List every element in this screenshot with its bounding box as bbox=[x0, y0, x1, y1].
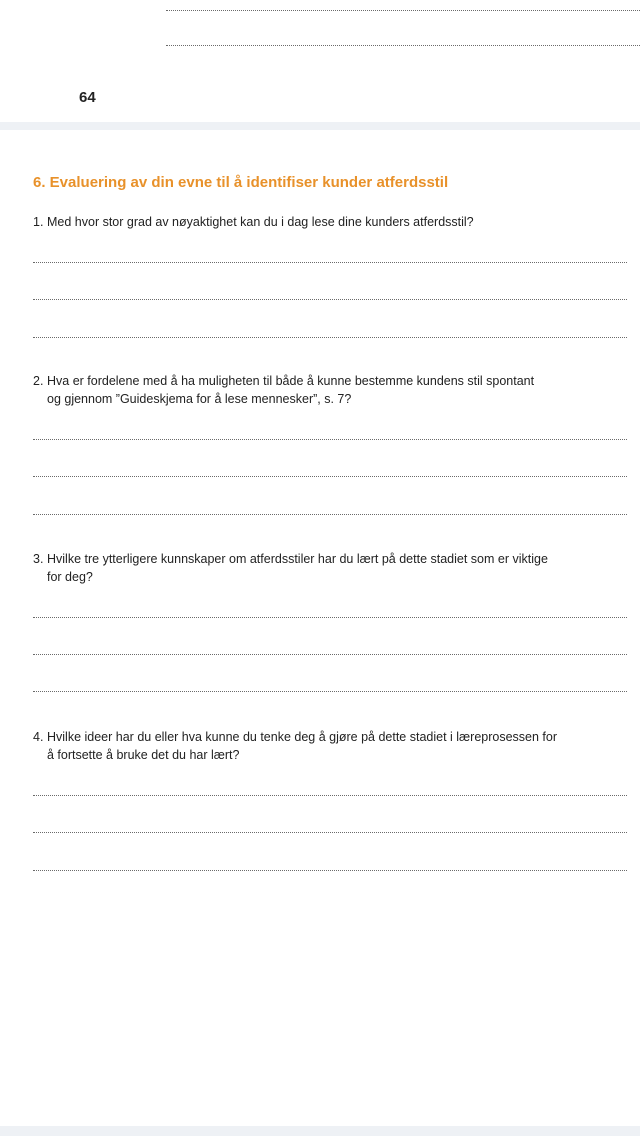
page-bottom-edge bbox=[0, 1126, 640, 1136]
question-text: Hvilke tre ytterligere kunnskaper om atferdsstiler har du lært på dette stadiet som er viktige bbox=[47, 552, 548, 566]
question-number: 3. bbox=[33, 552, 44, 566]
answer-line[interactable] bbox=[33, 476, 627, 477]
question-3 bbox=[33, 550, 633, 586]
question-number: 4. bbox=[33, 730, 44, 744]
question-number: 1. bbox=[33, 215, 44, 229]
answer-line[interactable] bbox=[33, 514, 627, 515]
page-number: 64 bbox=[79, 89, 96, 106]
answer-line[interactable] bbox=[33, 439, 627, 440]
page-separator bbox=[0, 122, 640, 130]
section-title: 6. Evaluering av din evne til å identifiser kunder atferdsstil bbox=[33, 174, 449, 191]
answer-line[interactable] bbox=[33, 337, 627, 338]
question-text-continued: og gjennom ”Guideskjema for å lese mennesker”, s. 7? bbox=[47, 392, 352, 406]
answer-line[interactable] bbox=[166, 45, 640, 46]
question-text: Hva er fordelene med å ha muligheten til både å kunne bestemme kundens stil spontant bbox=[47, 374, 535, 388]
previous-page-fragment bbox=[0, 0, 640, 122]
question-2 bbox=[33, 372, 633, 408]
answer-line[interactable] bbox=[33, 654, 627, 655]
question-number: 2. bbox=[33, 374, 44, 388]
question-4 bbox=[33, 728, 633, 764]
answer-line[interactable] bbox=[33, 870, 627, 871]
question-text-continued: for deg? bbox=[47, 570, 93, 584]
answer-line[interactable] bbox=[33, 832, 627, 833]
question-text: Hvilke ideer har du eller hva kunne du tenke deg å gjøre på dette stadiet i læreprosessen for bbox=[47, 730, 558, 744]
question-1 bbox=[33, 213, 633, 231]
question-text: Med hvor stor grad av nøyaktighet kan du i dag lese dine kunders atferdsstil? bbox=[47, 215, 474, 229]
answer-line[interactable] bbox=[33, 299, 627, 300]
answer-line[interactable] bbox=[33, 617, 627, 618]
question-text-continued: å fortsette å bruke det du har lært? bbox=[47, 748, 240, 762]
answer-line[interactable] bbox=[166, 10, 640, 11]
answer-line[interactable] bbox=[33, 795, 627, 796]
answer-line[interactable] bbox=[33, 691, 627, 692]
answer-line[interactable] bbox=[33, 262, 627, 263]
